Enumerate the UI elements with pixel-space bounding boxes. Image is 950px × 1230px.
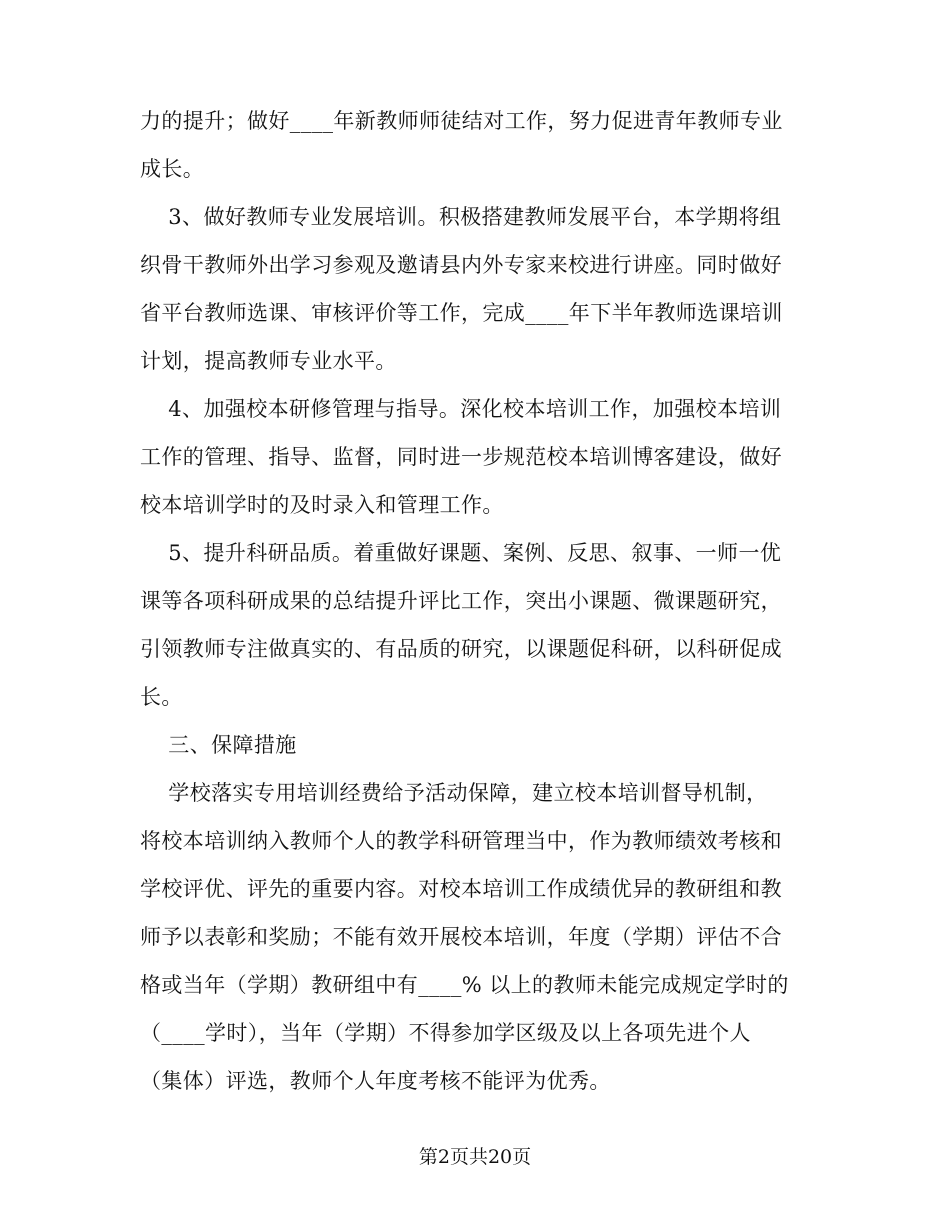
- text-line: （____学时），当年（学期）不得参加学区级及以上各项先进个人: [140, 1021, 751, 1045]
- document-body: [140, 97, 812, 1105]
- text-line: 引领教师专注做真实的、有品质的研究，以课题促科研，以科研促成: [140, 637, 782, 661]
- page-number: 第2页共20页: [418, 1146, 532, 1168]
- text-line: 学校评优、评先的重要内容。对校本培训工作成绩优异的教研组和教: [140, 877, 782, 901]
- text-line: 3、做好教师专业发展培训。积极搭建教师发展平台，本学期将组: [140, 205, 782, 229]
- text-line: 织骨干教师外出学习参观及邀请县内外专家来校进行讲座。同时做好: [140, 253, 782, 277]
- text-line: 力的提升；做好____年新教师师徒结对工作，努力促进青年教师专业: [140, 109, 783, 133]
- text-line: 将校本培训纳入教师个人的教学科研管理当中，作为教师绩效考核和: [140, 829, 782, 853]
- text-line: 长。: [140, 685, 183, 709]
- text-line: 省平台教师选课、审核评价等工作，完成____年下半年教师选课培训: [140, 301, 783, 325]
- text-line: 校本培训学时的及时录入和管理工作。: [140, 493, 504, 517]
- text-line: （集体）评选，教师个人年度考核不能评为优秀。: [140, 1069, 611, 1093]
- text-line: 格或当年（学期）教研组中有____% 以上的教师未能完成规定学时的: [140, 973, 789, 997]
- text-line: 成长。: [140, 157, 205, 181]
- text-line: 工作的管理、指导、监督，同时进一步规范校本培训博客建设，做好: [140, 445, 782, 469]
- text-line: 5、提升科研品质。着重做好课题、案例、反思、叙事、一师一优: [140, 541, 782, 565]
- text-line: 4、加强校本研修管理与指导。深化校本培训工作，加强校本培训: [140, 397, 782, 421]
- text-line: 学校落实专用培训经费给予活动保障，建立校本培训督导机制，: [140, 781, 768, 805]
- section-heading: 三、保障措施: [140, 733, 297, 757]
- text-line: 课等各项科研成果的总结提升评比工作，突出小课题、微课题研究，: [140, 589, 782, 613]
- text-line: 计划，提高教师专业水平。: [140, 349, 397, 373]
- text-line: 师予以表彰和奖励；不能有效开展校本培训，年度（学期）评估不合: [140, 925, 782, 949]
